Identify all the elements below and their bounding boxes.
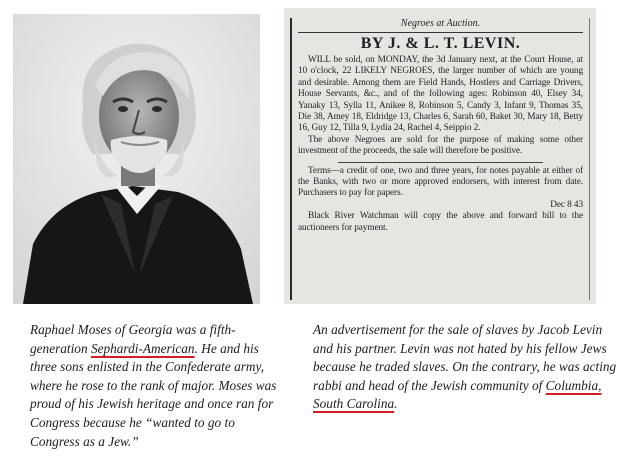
advertisement-divider: [338, 162, 543, 163]
advertisement-frame: [290, 18, 590, 300]
advertisement-heading: Negroes at Auction.: [400, 18, 481, 29]
advertisement-paragraph-3: Terms—a credit of one, two and three years, for notes payable at either of the Banks, with two or more approved endorsers, with interest from date. Purchasers to pay for papers.: [298, 165, 583, 199]
caption-right-text-2: .: [394, 396, 398, 412]
caption-left-text-2: . He and his three sons enlisted in the Confederate army, where he rose to the rank of major. Moses was proud of his Jewish heritage and once ran for Congress because he “wanted to go to Congress as a Jew.”: [30, 340, 277, 449]
advertisement-paragraph-2: The above Negroes are sold for the purpose of making some other investment of the proceeds, the sale will therefore be positive.: [298, 134, 583, 157]
advertisement-paragraph-4: Black River Watchman will copy the above and forward bill to the auctioneers for payment.: [298, 211, 583, 233]
portrait-photo: [13, 14, 260, 304]
portrait-drawing: [13, 14, 260, 304]
caption-left-underlined: Sephardi-American: [90, 340, 195, 356]
portrait-caption: [30, 321, 286, 451]
advertisement-paragraph-1: WILL be sold, on MONDAY, the 3d January next, at the Court House, at 10 o'clock, 22 LIKELY NEGROES, the larger number of which are young and desirable. Among them are Field Hands, Hostlers and Carriage Drivers, House Servants, &c., and of the following ages: Robinson 40, Elsey 34, Yanaky 13, Sylla 11, Anikee 8, Robinson 5, Candy 3, Infant 9, Thomas 35, Die 38, Amey 18, Eldridge 13, Charles 6, Sarah 60, Baket 30, Mary 18, Betty 16, Guy 12, Tilla 9, Lydia 24, Rachel 4, Seippio 2.: [298, 55, 583, 134]
advertisement-caption: [313, 321, 617, 414]
caption-left-text-1: Raphael Moses of Georgia was a fifth-generation: [30, 322, 236, 356]
slave-auction-advertisement: [284, 8, 596, 304]
advertisement-body: [298, 55, 583, 234]
caption-right-underlined: Columbia, South Carolina: [313, 377, 602, 412]
advertisement-title: BY J. & L. T. LEVIN.: [298, 32, 583, 53]
caption-right-text-1: An advertisement for the sale of slaves by Jacob Levin and his partner. Levin was not hated by his fellow Jews because he traded slaves. On the contrary, he was acting rabbi and head of the Jewish community of: [313, 322, 617, 393]
advertisement-date: Dec 8 43: [550, 199, 583, 210]
